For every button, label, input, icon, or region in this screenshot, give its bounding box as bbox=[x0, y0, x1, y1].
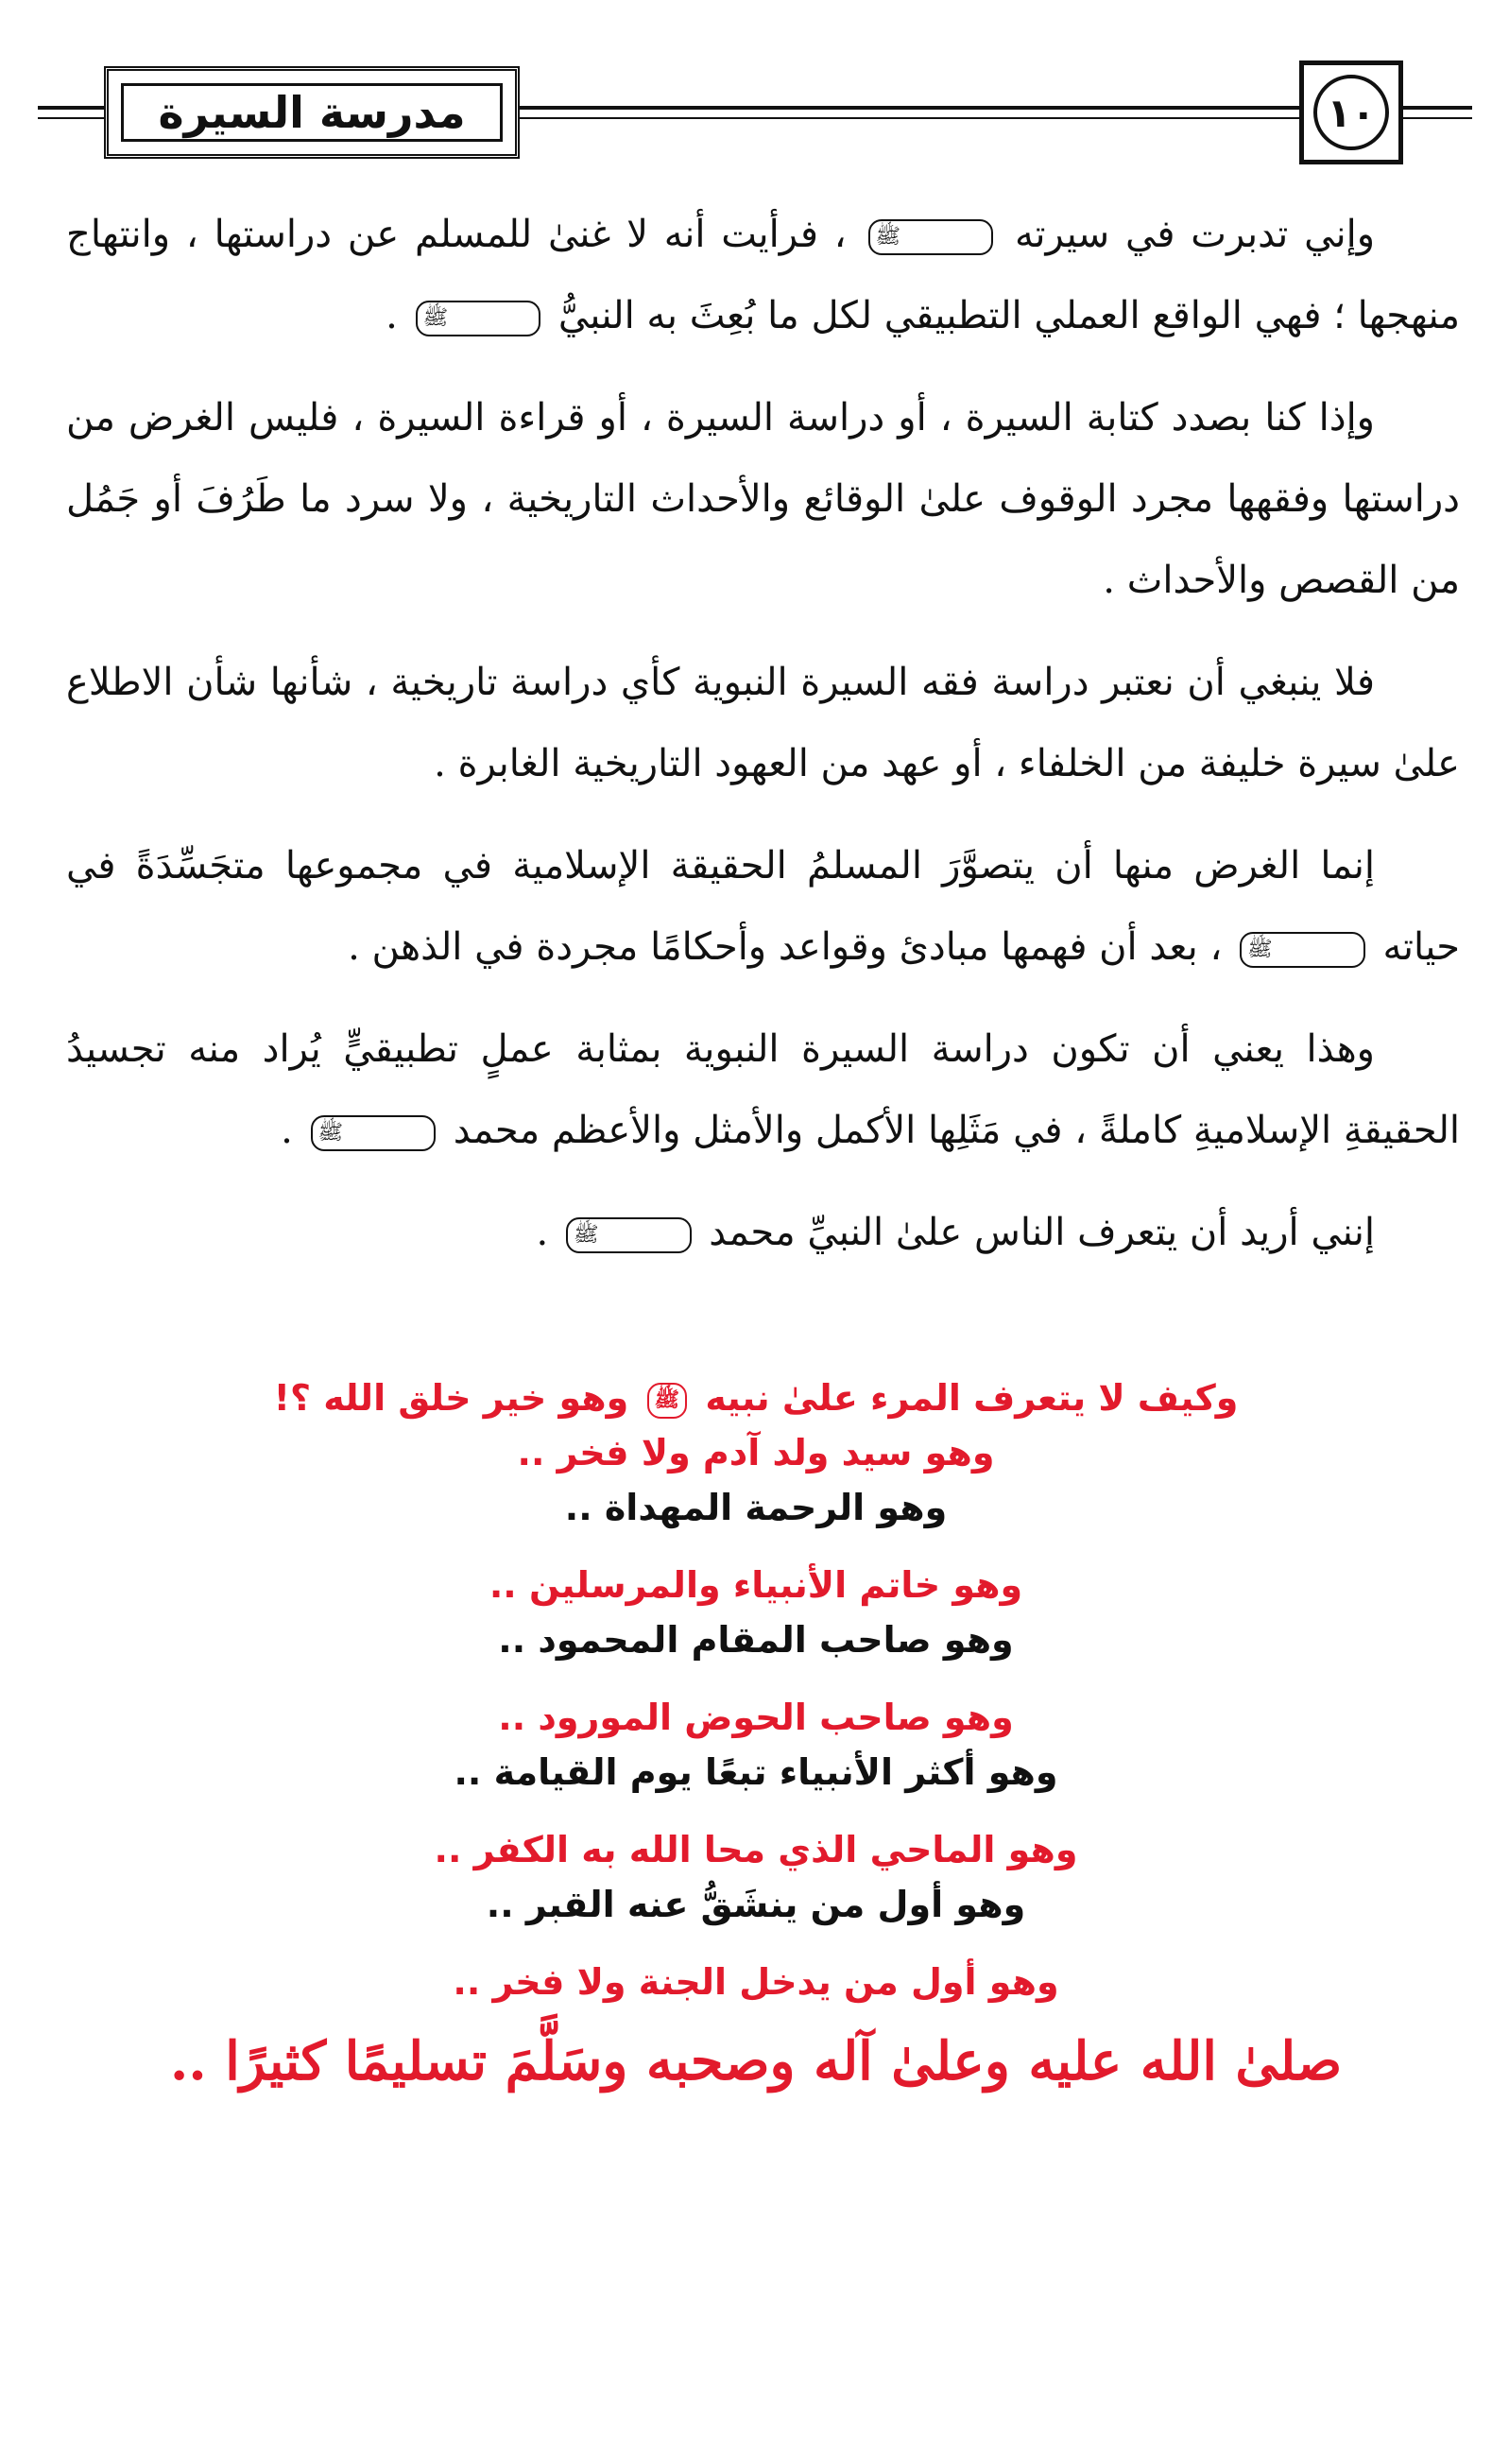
closing-line-9: وهو أول من ينشَقُّ عنه القبر .. bbox=[486, 1884, 1026, 1925]
body-text bbox=[66, 194, 1460, 1294]
closing-verses bbox=[94, 1370, 1417, 2157]
closing-line-5: وهو صاحب المقام المحمود .. bbox=[498, 1619, 1014, 1661]
paragraph-1-part-1: وإني تدبرت في سيرته bbox=[1014, 213, 1376, 256]
paragraph-2: وإذا كنا بصدد كتابة السيرة ، أو دراسة السيرة ، أو قراءة السيرة ، فليس الغرض من دراستها وفقهها مجرد الوقوف علىٰ الوقائع والأحداث التاريخية ، ولا سرد ما طَرُفَ أو جَمُل من القصص والأحداث . bbox=[66, 396, 1460, 602]
paragraph-3: فلا ينبغي أن نعتبر دراسة فقه السيرة النبوية كأي دراسة تاريخية ، شأنها شأن الاطلاع علىٰ سيرة خليفة من الخلفاء ، أو عهد من العهود التاريخية الغابرة . bbox=[66, 661, 1460, 785]
closing-line-3: وهو الرحمة المهداة .. bbox=[564, 1487, 948, 1528]
paragraph-1-part-2: ، فرأيت أنه لا غنىٰ للمسلم عن دراستها ، وانتهاج منهجها ؛ فهي الواقع العملي التطبيقي لكل ما بُعِثَ به النبيُّ bbox=[66, 213, 1460, 337]
closing-line-2: وهو سيد ولد آدم ولا فخر .. bbox=[517, 1432, 995, 1473]
header-rule-left-bottom bbox=[38, 117, 106, 119]
closing-line-4: وهو خاتم الأنبياء والمرسلين .. bbox=[489, 1564, 1023, 1606]
paragraph-5-part-1: وهذا يعني أن تكون دراسة السيرة النبوية بمثابة عملٍ تطبيقيٍّ يُراد منه تجسيدُ الحقيقةِ الإسلاميةِ كاملةً ، في مَثَلِها الأكمل والأمثل والأعظم محمد bbox=[66, 1027, 1460, 1152]
header-rule-left-top bbox=[38, 106, 106, 110]
header-rule-right-bottom bbox=[1401, 117, 1472, 119]
closing-line-1-part-2: وهو خير خلق الله ؟! bbox=[273, 1377, 629, 1419]
header-rule-middle-top bbox=[518, 106, 1302, 110]
paragraph-4 bbox=[66, 825, 1460, 988]
paragraph-1 bbox=[66, 194, 1460, 356]
book-title: مدرسة السيرة bbox=[121, 83, 503, 142]
salla-icon: ﷺ bbox=[416, 301, 541, 336]
paragraph-5-part-2: . bbox=[281, 1109, 293, 1152]
salla-icon: ﷺ bbox=[1240, 932, 1365, 968]
book-title-frame bbox=[104, 66, 520, 159]
salla-icon: ﷺ bbox=[566, 1217, 692, 1253]
header-rule-right-top bbox=[1401, 106, 1472, 110]
salla-icon: ﷺ bbox=[647, 1383, 688, 1419]
paragraph-5 bbox=[66, 1008, 1460, 1171]
closing-salutation: صلىٰ الله عليه وعلىٰ آله وصحبه وسَلَّمَ تسليمًا كثيرًا .. bbox=[169, 2030, 1343, 2093]
paragraph-6-part-2: . bbox=[536, 1211, 549, 1254]
page-header bbox=[0, 0, 1509, 189]
closing-line-1-part-1: وكيف لا يتعرف المرء علىٰ نبيه bbox=[705, 1377, 1239, 1419]
closing-line-7: وهو أكثر الأنبياء تبعًا يوم القيامة .. bbox=[454, 1751, 1058, 1793]
closing-line-8: وهو الماحي الذي محا الله به الكفر .. bbox=[434, 1829, 1078, 1870]
closing-line-10: وهو أول من يدخل الجنة ولا فخر .. bbox=[453, 1961, 1059, 2003]
paragraph-1-part-3: . bbox=[386, 294, 398, 337]
page-number: ١٠ bbox=[1313, 75, 1389, 150]
paragraph-6-part-1: إنني أريد أن يتعرف الناس علىٰ النبيِّ محمد bbox=[709, 1211, 1375, 1254]
salla-icon: ﷺ bbox=[868, 219, 994, 255]
header-rule-middle-bottom bbox=[518, 117, 1302, 119]
paragraph-4-part-1: إنما الغرض منها أن يتصوَّرَ المسلمُ الحقيقة الإسلامية في مجموعها متجَسِّدَةً في حياته bbox=[66, 844, 1460, 969]
salla-icon: ﷺ bbox=[311, 1115, 437, 1151]
page-number-frame bbox=[1299, 60, 1403, 164]
closing-line-1 bbox=[94, 1370, 1417, 1425]
paragraph-4-part-2: ، بعد أن فهمها مبادئ وقواعد وأحكامًا مجردة في الذهن . bbox=[348, 925, 1223, 969]
paragraph-6 bbox=[66, 1192, 1460, 1273]
closing-line-6: وهو صاحب الحوض المورود .. bbox=[498, 1697, 1014, 1738]
